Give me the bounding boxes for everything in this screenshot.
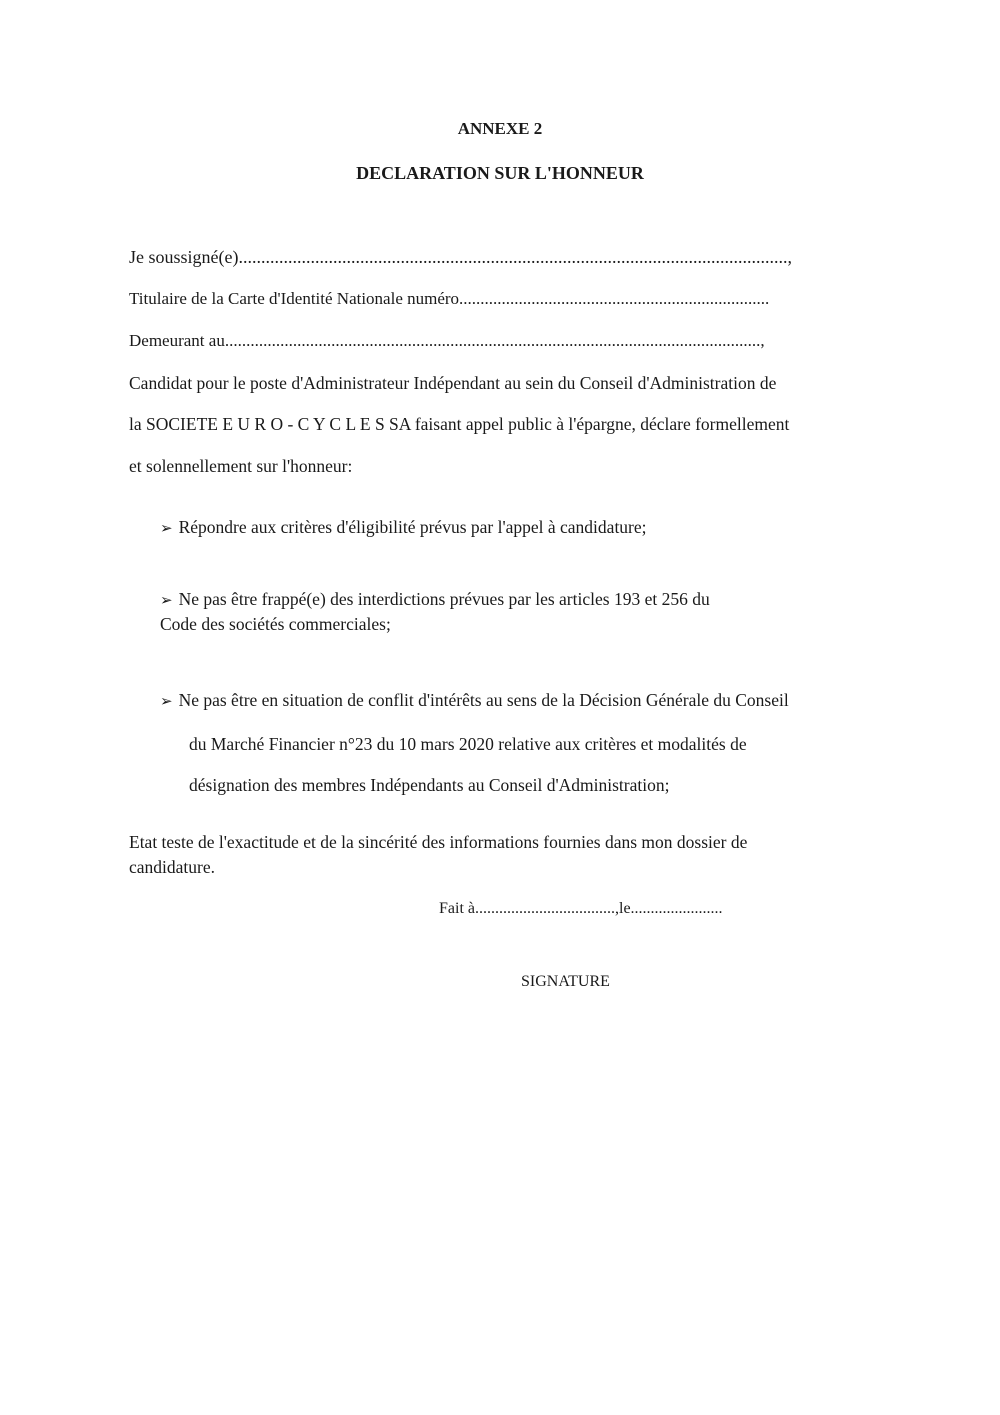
list-item-conflict-of-interest	[160, 690, 789, 711]
signature-label: SIGNATURE	[521, 973, 610, 990]
declaration-line-3: et solennellement sur l'honneur:	[129, 456, 353, 476]
annex-heading: ANNEXE 2	[457, 119, 543, 138]
list-item-text: Ne pas être en situation de conflit d'intérêts au sens de la Décision Générale du Conseil	[178, 690, 789, 710]
place-date-field[interactable]: Fait à...................................,le.......................	[439, 900, 723, 917]
list-item-text: Répondre aux critères d'éligibilité prévus par l'appel à candidature;	[178, 517, 647, 537]
attestation-line-1: Etat teste de l'exactitude et de la sincérité des informations fournies dans mon dossier de	[129, 832, 748, 852]
arrow-bullet-icon: ➢	[160, 593, 173, 609]
page-title: DECLARATION SUR L'HONNEUR	[356, 163, 644, 183]
list-item-eligibility	[160, 517, 647, 538]
arrow-bullet-icon: ➢	[160, 694, 173, 710]
list-item-prohibitions-continued: Code des sociétés commerciales;	[160, 614, 391, 634]
residing-field[interactable]: Demeurant au..............................................................................................................................,	[129, 331, 765, 350]
arrow-bullet-icon: ➢	[160, 521, 173, 537]
attestation-line-2: candidature.	[129, 857, 215, 877]
list-item-conflict-line-2: du Marché Financier n°23 du 10 mars 2020 relative aux critères et modalités de	[189, 734, 747, 754]
declaration-line-1: Candidat pour le poste d'Administrateur Indépendant au sein du Conseil d'Administration de	[129, 373, 777, 393]
list-item-prohibitions	[160, 589, 710, 610]
list-item-text: Ne pas être frappé(e) des interdictions prévues par les articles 193 et 256 du	[178, 589, 710, 609]
id-card-field[interactable]: Titulaire de la Carte d'Identité Nationale numéro.........................................................................	[129, 289, 770, 308]
list-item-conflict-line-3: désignation des membres Indépendants au Conseil d'Administration;	[189, 775, 670, 795]
declaration-line-2: la SOCIETE E U R O - C Y C L E S SA faisant appel public à l'épargne, déclare formellement	[129, 414, 790, 434]
undersigned-field[interactable]: Je soussigné(e)..........................................................................................................................,	[129, 247, 792, 267]
